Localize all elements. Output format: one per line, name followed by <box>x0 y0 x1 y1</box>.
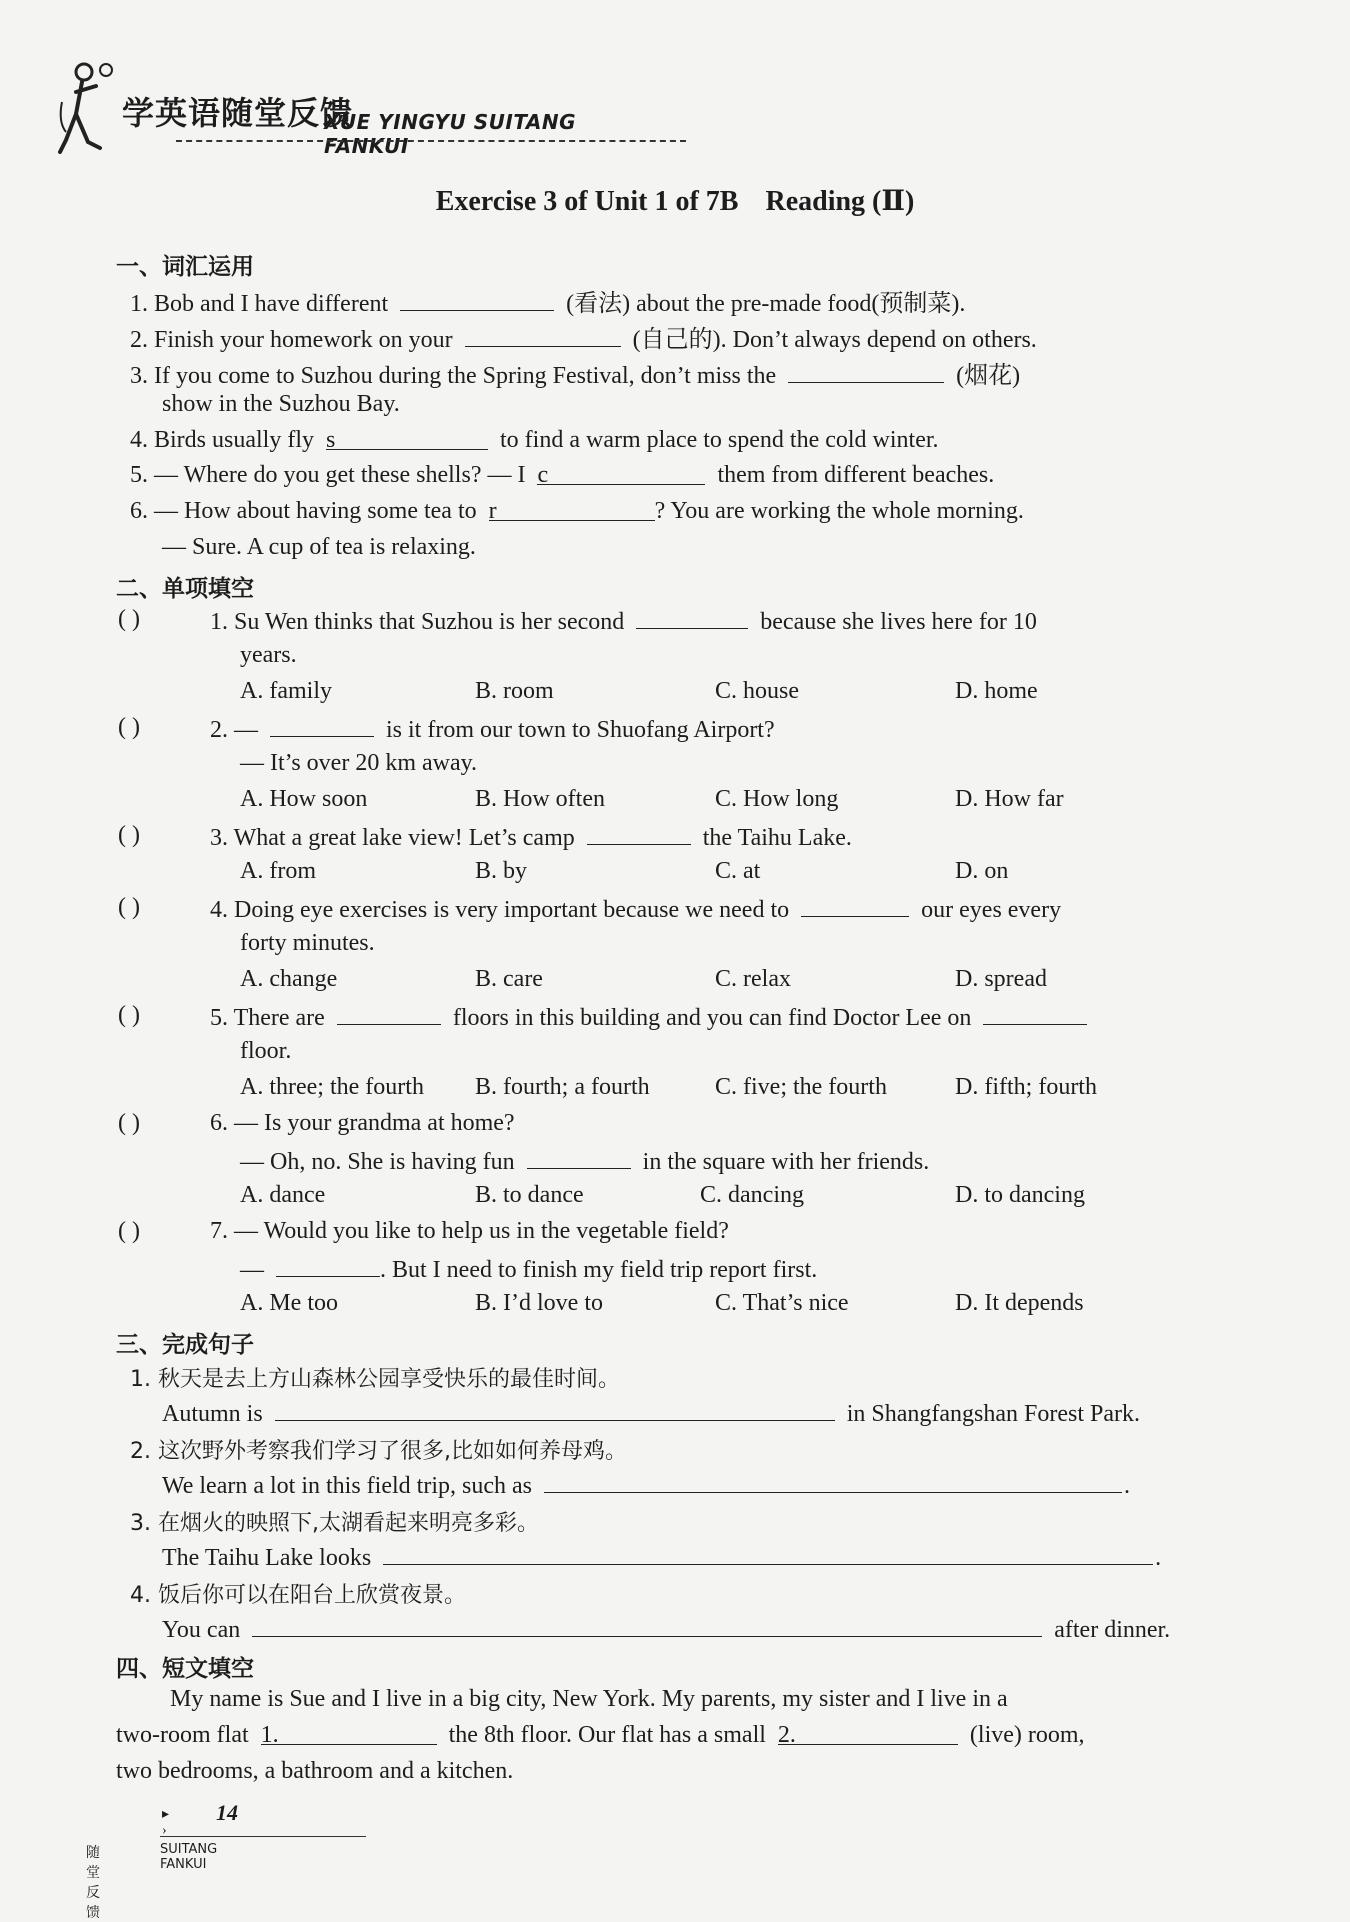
answer-blank[interactable] <box>326 427 488 453</box>
option-a[interactable]: A. Me too <box>240 1290 338 1316</box>
vocab-q1 <box>130 283 965 318</box>
vocab-q3-cont: show in the Suzhou Bay. <box>162 391 400 417</box>
answer-blank[interactable] <box>270 714 374 737</box>
passage-text: (live) room, <box>969 1722 1085 1748</box>
option-a[interactable]: A. three; the fourth <box>240 1074 424 1100</box>
sentence-q3-cn: 3. 在烟火的映照下,太湖看起来明亮多彩。 <box>130 1511 539 1536</box>
option-b[interactable]: B. I’d love to <box>475 1290 603 1316</box>
header-divider <box>176 140 686 142</box>
option-a[interactable]: A. How soon <box>240 786 368 812</box>
option-d[interactable]: D. How far <box>955 786 1064 812</box>
sentence-q1-cn: 1. 秋天是去上方山森林公园享受快乐的最佳时间。 <box>130 1367 620 1392</box>
section-heading-mc: 二、单项填空 <box>116 576 254 602</box>
answer-bracket[interactable]: ( ) <box>118 1110 140 1136</box>
option-b[interactable]: B. fourth; a fourth <box>475 1074 650 1100</box>
vocab-q5 <box>130 462 994 489</box>
mc-q3 <box>210 822 852 852</box>
vocab-q4 <box>130 427 939 454</box>
answer-blank[interactable] <box>276 1254 380 1277</box>
vocab-q1-hint: (看法) about the pre-made food(预制菜). <box>566 291 966 317</box>
option-d[interactable]: D. It depends <box>955 1290 1084 1316</box>
mc-q4 <box>210 894 1061 924</box>
brand-title-en: XUE YINGYU SUITANG FANKUI <box>324 110 577 158</box>
mc-q2-stem: 2. — <box>210 717 258 743</box>
answer-line[interactable] <box>383 1542 1153 1565</box>
passage-line-1: My name is Sue and I live in a big city, New York. My parents, my sister and I live in a <box>170 1686 1008 1712</box>
answer-bracket[interactable]: ( ) <box>118 1218 140 1244</box>
option-b[interactable]: B. to dance <box>475 1182 584 1208</box>
mc-q1-stem: 1. Su Wen thinks that Suzhou is her second <box>210 609 625 635</box>
passage-line-3: two bedrooms, a bathroom and a kitchen. <box>116 1758 514 1784</box>
answer-blank[interactable] <box>400 288 554 311</box>
option-a[interactable]: A. dance <box>240 1182 326 1208</box>
mc-q5 <box>210 1002 1093 1032</box>
option-a[interactable]: A. change <box>240 966 338 992</box>
vocab-q4-rest: to find a warm place to spend the cold winter. <box>500 427 939 453</box>
answer-blank[interactable] <box>983 1002 1087 1025</box>
section-heading-passage: 四、短文填空 <box>116 1656 254 1682</box>
vocab-q4-text: 4. Birds usually fly <box>130 427 314 453</box>
option-a[interactable]: A. family <box>240 678 332 704</box>
mc-q4-cont: forty minutes. <box>240 930 375 956</box>
mc-q5-cont: floor. <box>240 1038 292 1064</box>
passage-blank-1[interactable] <box>260 1722 437 1748</box>
blank-number: 1. <box>260 1722 279 1748</box>
sentence-q1-start: Autumn is <box>162 1401 263 1427</box>
mc-q3-stem-rest: the Taihu Lake. <box>702 825 852 851</box>
vocab-q5-rest: them from different beaches. <box>717 462 995 488</box>
vocab-q6-text: 6. — How about having some tea to <box>130 498 477 524</box>
vocab-q2-text: 2. Finish your homework on your <box>130 327 453 353</box>
answer-blank[interactable] <box>488 498 655 524</box>
vocab-q2-hint: (自己的). Don’t always depend on others. <box>632 327 1037 353</box>
option-d[interactable]: D. fifth; fourth <box>955 1074 1097 1100</box>
sentence-q3 <box>162 1542 1161 1572</box>
answer-line[interactable] <box>252 1614 1042 1637</box>
answer-bracket[interactable]: ( ) <box>118 714 140 740</box>
sentence-q2 <box>162 1470 1130 1500</box>
option-b[interactable]: B. room <box>475 678 554 704</box>
option-d[interactable]: D. to dancing <box>955 1182 1085 1208</box>
answer-line[interactable] <box>544 1470 1122 1493</box>
answer-blank[interactable] <box>788 360 944 383</box>
answer-bracket[interactable]: ( ) <box>118 894 140 920</box>
option-b[interactable]: B. care <box>475 966 543 992</box>
exercise-title <box>0 184 1350 218</box>
exercise-title-sub: Reading (Ⅱ) <box>765 186 915 217</box>
vocab-q1-text: 1. Bob and I have different <box>130 291 389 317</box>
vocab-q6-reply: — Sure. A cup of tea is relaxing. <box>162 534 476 560</box>
mc-q1-cont: years. <box>240 642 297 668</box>
option-c[interactable]: C. dancing <box>700 1182 804 1208</box>
option-c[interactable]: C. five; the fourth <box>715 1074 887 1100</box>
mc-q1-stem-rest: because she lives here for 10 <box>760 609 1037 635</box>
mc-q7-reply <box>240 1254 817 1284</box>
mc-q2-stem-rest: is it from our town to Shuofang Airport? <box>386 717 775 743</box>
option-d[interactable]: D. spread <box>955 966 1047 992</box>
mc-q4-stem: 4. Doing eye exercises is very important because we need to <box>210 897 790 923</box>
option-c[interactable]: C. at <box>715 858 761 884</box>
sentence-q2-end: . <box>1123 1473 1130 1499</box>
answer-bracket[interactable]: ( ) <box>118 822 140 848</box>
mc-q5-stem-rest: floors in this building and you can find Doctor Lee on <box>452 1005 972 1031</box>
mc-q6-stem-rest: in the square with her friends. <box>642 1149 930 1175</box>
first-letter-hint: r <box>488 498 497 524</box>
option-c[interactable]: C. relax <box>715 966 791 992</box>
page-number: 14 <box>216 1800 238 1825</box>
answer-blank[interactable] <box>537 462 705 488</box>
sentence-q3-end: . <box>1155 1545 1162 1571</box>
option-d[interactable]: D. on <box>955 858 1009 884</box>
answer-bracket[interactable]: ( ) <box>118 1002 140 1028</box>
header-banner <box>56 62 636 158</box>
answer-line[interactable] <box>275 1398 835 1421</box>
option-c[interactable]: C. How long <box>715 786 839 812</box>
vocab-q3-text: 3. If you come to Suzhou during the Spring Festival, don’t miss the <box>130 363 777 389</box>
answer-blank[interactable] <box>801 894 909 917</box>
passage-line-2 <box>116 1722 1085 1749</box>
mc-q6-stem: — Oh, no. She is having fun <box>240 1149 515 1175</box>
sentence-q4-end: after dinner. <box>1054 1617 1171 1643</box>
sentence-q1-end: in Shangfangshan Forest Park. <box>846 1401 1140 1427</box>
mc-q6-reply <box>240 1146 929 1176</box>
option-a[interactable]: A. from <box>240 858 316 884</box>
first-letter-hint: c <box>537 462 549 488</box>
answer-blank[interactable] <box>527 1146 631 1169</box>
vocab-q5-text: 5. — Where do you get these shells? — I <box>130 462 526 488</box>
sentence-q4 <box>162 1614 1170 1644</box>
sentence-q1 <box>162 1398 1140 1428</box>
mc-q7-stem-rest: . But I need to finish my field trip report first. <box>380 1257 818 1283</box>
mc-q3-stem: 3. What a great lake view! Let’s camp <box>210 825 575 851</box>
vocab-q3-hint: (烟花) <box>956 363 1021 389</box>
mc-q7: 7. — Would you like to help us in the vegetable field? <box>210 1218 729 1244</box>
mc-q2-reply: — It’s over 20 km away. <box>240 750 478 776</box>
footer-label-cn: 随堂反馈 <box>86 1845 100 1921</box>
mc-q1 <box>210 606 1037 636</box>
vocab-q2 <box>130 319 1037 354</box>
answer-blank[interactable] <box>465 324 621 347</box>
vocab-q6 <box>130 498 1024 525</box>
sentence-q2-start: We learn a lot in this field trip, such as <box>162 1473 532 1499</box>
answer-blank[interactable] <box>587 822 691 845</box>
footer-label-en: SUITANG FANKUI <box>160 1842 218 1872</box>
first-letter-hint: s <box>326 427 336 453</box>
exercise-title-main: Exercise 3 of Unit 1 of 7B <box>435 186 739 217</box>
answer-blank[interactable] <box>337 1002 441 1025</box>
option-b[interactable]: B. How often <box>475 786 605 812</box>
mc-q4-stem-rest: our eyes every <box>921 897 1062 923</box>
vocab-q3 <box>130 355 1020 390</box>
sentence-q3-start: The Taihu Lake looks <box>162 1545 372 1571</box>
mc-q7-dash: — <box>240 1257 264 1283</box>
option-c[interactable]: C. house <box>715 678 799 704</box>
passage-text: the 8th floor. Our flat has a small <box>448 1722 766 1748</box>
mc-q5-stem: 5. There are <box>210 1005 325 1031</box>
option-b[interactable]: B. by <box>475 858 528 884</box>
answer-blank[interactable] <box>636 606 748 629</box>
passage-text: two-room flat <box>116 1722 249 1748</box>
footer-divider <box>160 1836 366 1837</box>
vocab-q6-rest: ? You are working the whole morning. <box>654 498 1024 524</box>
answer-bracket[interactable]: ( ) <box>118 606 140 632</box>
sentence-q4-start: You can <box>162 1617 241 1643</box>
runner-logo-icon <box>56 62 120 158</box>
sentence-q2-cn: 2. 这次野外考察我们学习了很多,比如如何养母鸡。 <box>130 1439 627 1464</box>
option-d[interactable]: D. home <box>955 678 1038 704</box>
mc-q2 <box>210 714 775 744</box>
option-c[interactable]: C. That’s nice <box>715 1290 849 1316</box>
arrow-icon: ▸ › <box>162 1807 170 1838</box>
sentence-q4-cn: 4. 饭后你可以在阳台上欣赏夜景。 <box>130 1583 466 1608</box>
section-heading-sentences: 三、完成句子 <box>116 1332 254 1358</box>
section-heading-vocab: 一、词汇运用 <box>116 254 254 280</box>
mc-q6: 6. — Is your grandma at home? <box>210 1110 515 1136</box>
blank-number: 2. <box>777 1722 796 1748</box>
brand-title-cn: 学英语随堂反馈 <box>122 94 354 132</box>
passage-blank-2[interactable] <box>777 1722 958 1748</box>
